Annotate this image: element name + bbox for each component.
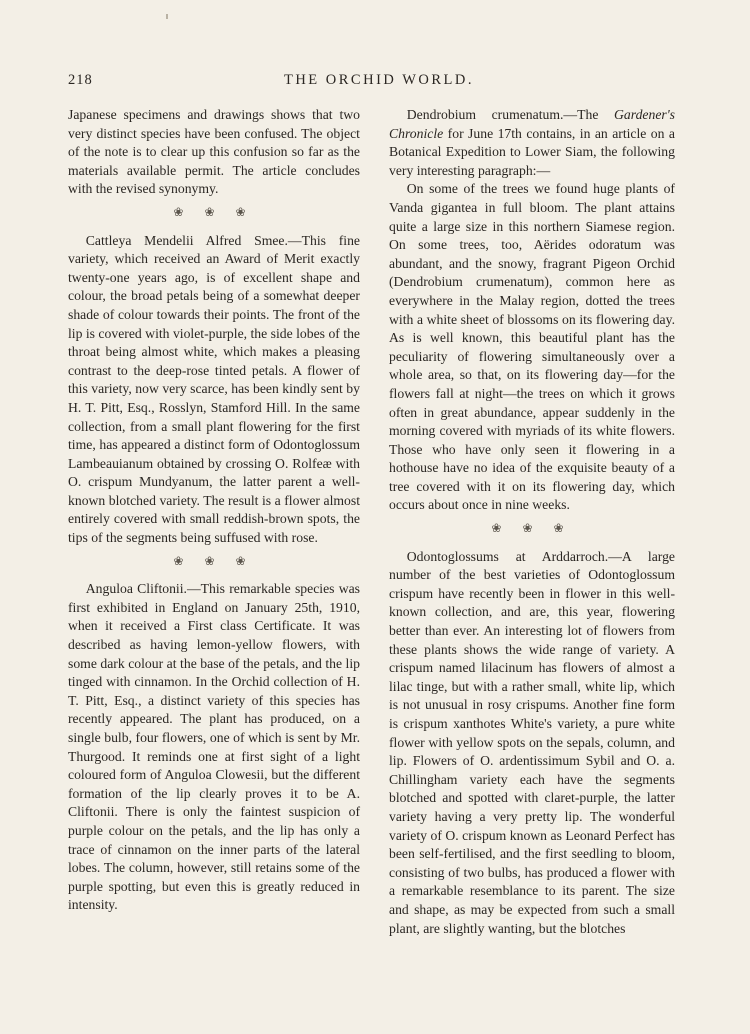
paper-blemish (166, 14, 168, 19)
paragraph-vanda-quotation: On some of the trees we found huge plants of Vanda gigantea in full bloom. The plant attains quite a large size in this northern Siamese region. On some trees, too, Aërides odoratum was abundant, and the snowy, fragrant Pigeon Orchid (Dendrobium crumenatum), common here as everywhere in the Malay region, dotted the trees with a white sheet of blossoms on its flowering day. As is well known, this beautiful plant has the peculiarity of flowering simultaneously over a whole area, so that, on its flowering day—for the flowers fall at night—the trees on which it grows often in great abundance, appear suddenly in the morning covered with myriads of its white flowers. Those who have only seen it flowering in a hothouse have no idea of the exquisite beauty of a tree covered with it on its flowering day, which occurs about once in nine weeks. (389, 181, 675, 513)
paragraph-dendrobium-crumenatum (389, 106, 675, 180)
ornament-divider: ❀ ❀ ❀ (173, 553, 255, 568)
page-number: 218 (68, 72, 93, 88)
left-column (68, 106, 360, 915)
ornament-divider: ❀ ❀ ❀ (491, 521, 573, 536)
running-title: THE ORCHID WORLD. (283, 72, 475, 88)
journal-title: Gardener's Chronicle (389, 107, 675, 141)
dendrobium-text-end: for June 17th contains, in an article on a Botanical Expedition to Lower Siam, the following very interesting paragraph:— (389, 125, 675, 178)
page-header (68, 72, 690, 94)
paragraph-odontoglossums-arddarroch: Odontoglossums at Arddarroch.—A large number of the best varieties of Odontoglossum crispum have recently been in flower in this well-known collection, and are, this year, flowering better than ever. An interesting lot of flowers from these plants shows the wide range of variety. A crispum named lilacinum has flowers of almost a lilac tinge, but with a rather small, white lip, which is not unusual in rosy crispums. Another fine form is crispum xanthotes White's variety, a pure white flower with yellow spots on the sepals, column, and lip. Flowers of O. ardentissimum Sybil and O. a. Chillingham variety each have the segments blotched and spotted with claret-purple, the latter variety having a very pretty lip. The wonderful variety of O. crispum known as Leonard Perfect has been self-fertilised, and the first seedling to bloom, consisting of two bulbs, has produced a flower with a remarkable resemblance to its parent. The size and shape, as may be expected from such a small plant, are slightly wanting, but the blotches (389, 548, 675, 936)
paragraph-continued: Japanese specimens and drawings shows that two very distinct species have been confused. The object of the note is to clear up this confusion so far as the materials available permit. The article concludes with the revised synonymy. (68, 107, 360, 197)
dendrobium-text-start: Dendrobium crumenatum.—The (406, 107, 615, 122)
paragraph-cattleya-mendelii: Cattleya Mendelii Alfred Smee.—This fine variety, which received an Award of Merit exactly twenty-one years ago, is of excellent shape and colour, the broad petals being of a somewhat deeper shade of colour towards their points. The front of the lip is covered with violet-purple, the side lobes of the throat being almost white, which makes a pleasing contrast to the deep-rose tinted petals. A flower of this variety, now very scarce, has been kindly sent by H. T. Pitt, Esq., Rosslyn, Stamford Hill. In the same collection, from a small plant flowering for the first time, has appeared a distinct form of Odontoglossum Lambeauianum obtained by crossing O. Rolfeæ with O. crispum Mundyanum, the latter parent a well-known blotched variety. The result is a flower almost entirely covered with small reddish-brown spots, the tips of the segments being suffused with rose. (68, 232, 360, 546)
ornament-divider: ❀ ❀ ❀ (173, 204, 255, 219)
right-column (389, 106, 675, 938)
paragraph-anguloa-cliftonii: Anguloa Cliftonii.—This remarkable species was first exhibited in England on January 25th, 1910, when it received a First class Certificate. It was described as having lemon-yellow flowers, with some dark colour at the base of the petals, and the lip tinged with cinnamon. In the Orchid collection of H. T. Pitt, Esq., a distinct variety of this species has recently appeared. The plant has produced, on a single bulb, four flowers, one of which is sent by Mr. Thurgood. It reminds one at first sight of a light coloured form of Anguloa Clowesii, but the different formation of the lip clearly proves it to be A. Cliftonii. There is only the faintest suspicion of purple colour on the petals, and the lip has only a trace of cinnamon on the inner parts of the lateral lobes. The column, however, still retains some of the purple spotting, but even this is greatly reduced in intensity. (68, 581, 360, 913)
